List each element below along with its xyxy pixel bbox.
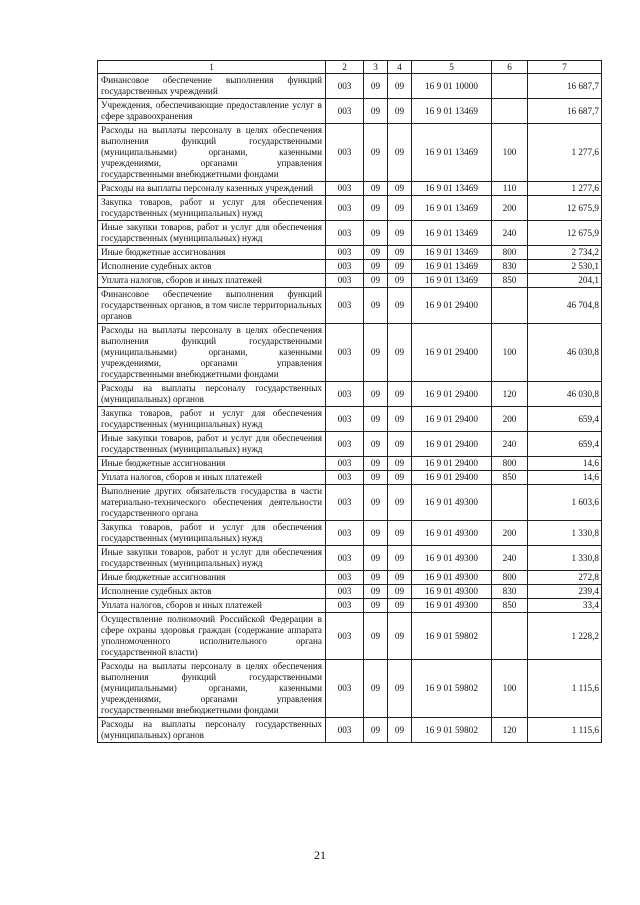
- table-row: [98, 457, 602, 471]
- cell-amount: 14,6: [528, 471, 602, 485]
- table-row: [98, 260, 602, 274]
- table-row: [98, 124, 602, 182]
- cell-target-article: 16 9 01 59802: [412, 718, 492, 743]
- cell-subsection: 09: [388, 407, 412, 432]
- cell-target-article: 16 9 01 13469: [412, 274, 492, 288]
- cell-target-article: 16 9 01 49300: [412, 571, 492, 585]
- cell-subsection: 09: [388, 718, 412, 743]
- cell-ministry-code: 003: [326, 324, 364, 382]
- cell-subsection: 09: [388, 74, 412, 99]
- cell-amount: 16 687,7: [528, 99, 602, 124]
- column-header: 1: [98, 61, 326, 74]
- cell-ministry-code: 003: [326, 599, 364, 613]
- cell-expense-type: 120: [492, 382, 528, 407]
- cell-expense-type: 120: [492, 718, 528, 743]
- cell-expense-type: 830: [492, 260, 528, 274]
- table-row: [98, 485, 602, 521]
- cell-expense-type: 200: [492, 407, 528, 432]
- table-row: [98, 274, 602, 288]
- cell-target-article: 16 9 01 49300: [412, 599, 492, 613]
- cell-expense-type: [492, 74, 528, 99]
- row-description: Иные бюджетные ассигнования: [98, 571, 326, 585]
- row-description: Осуществление полномочий Российской Федерации в сфере охраны здоровья граждан (содержание аппарата уполномоченного исполнительного органа государственной власти): [98, 613, 326, 660]
- row-description: Выполнение других обязательств государства в части материально-технического обеспечения деятельности государственного органа: [98, 485, 326, 521]
- cell-section: 09: [364, 718, 388, 743]
- cell-amount: 1 115,6: [528, 660, 602, 718]
- cell-section: 09: [364, 471, 388, 485]
- cell-section: 09: [364, 599, 388, 613]
- cell-target-article: 16 9 01 13469: [412, 182, 492, 196]
- row-description: Закупка товаров, работ и услуг для обеспечения государственных (муниципальных) нужд: [98, 407, 326, 432]
- budget-table-container: [97, 60, 602, 743]
- cell-subsection: 09: [388, 99, 412, 124]
- cell-section: 09: [364, 221, 388, 246]
- cell-ministry-code: 003: [326, 546, 364, 571]
- cell-section: 09: [364, 274, 388, 288]
- cell-subsection: 09: [388, 182, 412, 196]
- cell-section: 09: [364, 196, 388, 221]
- cell-section: 09: [364, 660, 388, 718]
- row-description: Иные закупки товаров, работ и услуг для обеспечения государственных (муниципальных) нужд: [98, 432, 326, 457]
- cell-amount: 1 603,6: [528, 485, 602, 521]
- cell-subsection: 09: [388, 124, 412, 182]
- row-description: Иные закупки товаров, работ и услуг для обеспечения государственных (муниципальных) нужд: [98, 546, 326, 571]
- cell-subsection: 09: [388, 613, 412, 660]
- cell-amount: 1 115,6: [528, 718, 602, 743]
- table-row: [98, 718, 602, 743]
- cell-section: 09: [364, 571, 388, 585]
- cell-ministry-code: 003: [326, 407, 364, 432]
- cell-target-article: 16 9 01 13469: [412, 196, 492, 221]
- cell-expense-type: 100: [492, 124, 528, 182]
- cell-expense-type: 100: [492, 660, 528, 718]
- cell-subsection: 09: [388, 571, 412, 585]
- cell-amount: 2 530,1: [528, 260, 602, 274]
- cell-target-article: 16 9 01 13469: [412, 124, 492, 182]
- cell-subsection: 09: [388, 274, 412, 288]
- row-description: Исполнение судебных актов: [98, 260, 326, 274]
- table-row: [98, 324, 602, 382]
- row-description: Расходы на выплаты персоналу в целях обеспечения выполнения функций государственными (муниципальными) органами, казенными учреждениями, органами управления государственными внебюджетными фондами: [98, 660, 326, 718]
- cell-expense-type: 100: [492, 324, 528, 382]
- cell-subsection: 09: [388, 260, 412, 274]
- cell-ministry-code: 003: [326, 221, 364, 246]
- cell-target-article: 16 9 01 13469: [412, 99, 492, 124]
- cell-ministry-code: 003: [326, 718, 364, 743]
- cell-subsection: 09: [388, 196, 412, 221]
- cell-subsection: 09: [388, 660, 412, 718]
- cell-amount: 1 228,2: [528, 613, 602, 660]
- row-description: Исполнение судебных актов: [98, 585, 326, 599]
- cell-amount: 46 030,8: [528, 382, 602, 407]
- cell-subsection: 09: [388, 546, 412, 571]
- row-description: Расходы на выплаты персоналу казенных учреждений: [98, 182, 326, 196]
- table-row: [98, 196, 602, 221]
- table-row: [98, 471, 602, 485]
- column-header: 4: [388, 61, 412, 74]
- cell-ministry-code: 003: [326, 485, 364, 521]
- cell-target-article: 16 9 01 29400: [412, 324, 492, 382]
- cell-target-article: 16 9 01 29400: [412, 382, 492, 407]
- table-row: [98, 382, 602, 407]
- cell-target-article: 16 9 01 49300: [412, 485, 492, 521]
- cell-expense-type: [492, 613, 528, 660]
- table-row: [98, 546, 602, 571]
- table-row: [98, 571, 602, 585]
- row-description: Уплата налогов, сборов и иных платежей: [98, 599, 326, 613]
- cell-expense-type: [492, 288, 528, 324]
- cell-subsection: 09: [388, 471, 412, 485]
- cell-section: 09: [364, 382, 388, 407]
- cell-amount: 16 687,7: [528, 74, 602, 99]
- table-row: [98, 74, 602, 99]
- cell-ministry-code: 003: [326, 99, 364, 124]
- table-row: [98, 613, 602, 660]
- cell-subsection: 09: [388, 485, 412, 521]
- row-description: Расходы на выплаты персоналу государственных (муниципальных) органов: [98, 382, 326, 407]
- cell-amount: 12 675,9: [528, 196, 602, 221]
- column-header: 6: [492, 61, 528, 74]
- cell-ministry-code: 003: [326, 432, 364, 457]
- column-header: 5: [412, 61, 492, 74]
- cell-expense-type: 240: [492, 546, 528, 571]
- cell-expense-type: 850: [492, 599, 528, 613]
- row-description: Иные бюджетные ассигнования: [98, 246, 326, 260]
- cell-target-article: 16 9 01 59802: [412, 660, 492, 718]
- column-header: 3: [364, 61, 388, 74]
- table-row: [98, 182, 602, 196]
- cell-amount: 204,1: [528, 274, 602, 288]
- cell-expense-type: [492, 485, 528, 521]
- table-row: [98, 432, 602, 457]
- cell-target-article: 16 9 01 13469: [412, 260, 492, 274]
- table-row: [98, 99, 602, 124]
- cell-ministry-code: 003: [326, 246, 364, 260]
- cell-ministry-code: 003: [326, 457, 364, 471]
- cell-expense-type: 850: [492, 274, 528, 288]
- cell-section: 09: [364, 288, 388, 324]
- cell-subsection: 09: [388, 288, 412, 324]
- cell-amount: 46 030,8: [528, 324, 602, 382]
- cell-section: 09: [364, 99, 388, 124]
- cell-section: 09: [364, 521, 388, 546]
- cell-amount: 33,4: [528, 599, 602, 613]
- cell-amount: 659,4: [528, 407, 602, 432]
- cell-subsection: 09: [388, 432, 412, 457]
- table-body: [98, 74, 602, 743]
- cell-subsection: 09: [388, 382, 412, 407]
- cell-ministry-code: 003: [326, 274, 364, 288]
- cell-expense-type: 240: [492, 432, 528, 457]
- cell-amount: 272,8: [528, 571, 602, 585]
- table-row: [98, 599, 602, 613]
- cell-subsection: 09: [388, 585, 412, 599]
- table-row: [98, 585, 602, 599]
- cell-amount: 1 330,8: [528, 546, 602, 571]
- table-row: [98, 407, 602, 432]
- cell-expense-type: 800: [492, 571, 528, 585]
- column-header: 7: [528, 61, 602, 74]
- row-description: Расходы на выплаты персоналу в целях обеспечения выполнения функций государственными (муниципальными) органами, казенными учреждениями, органами управления государственными внебюджетными фондами: [98, 124, 326, 182]
- table-row: [98, 660, 602, 718]
- cell-subsection: 09: [388, 521, 412, 546]
- cell-target-article: 16 9 01 13469: [412, 246, 492, 260]
- cell-target-article: 16 9 01 29400: [412, 288, 492, 324]
- cell-target-article: 16 9 01 49300: [412, 521, 492, 546]
- cell-amount: 1 330,8: [528, 521, 602, 546]
- row-description: Иные закупки товаров, работ и услуг для обеспечения государственных (муниципальных) нужд: [98, 221, 326, 246]
- cell-section: 09: [364, 432, 388, 457]
- cell-expense-type: 200: [492, 521, 528, 546]
- cell-target-article: 16 9 01 13469: [412, 221, 492, 246]
- cell-section: 09: [364, 546, 388, 571]
- cell-section: 09: [364, 124, 388, 182]
- cell-subsection: 09: [388, 599, 412, 613]
- cell-ministry-code: 003: [326, 660, 364, 718]
- row-description: Расходы на выплаты персоналу государственных (муниципальных) органов: [98, 718, 326, 743]
- cell-expense-type: 800: [492, 246, 528, 260]
- table-row: [98, 221, 602, 246]
- cell-amount: 239,4: [528, 585, 602, 599]
- cell-amount: 2 734,2: [528, 246, 602, 260]
- cell-amount: 14,6: [528, 457, 602, 471]
- cell-subsection: 09: [388, 324, 412, 382]
- cell-amount: 12 675,9: [528, 221, 602, 246]
- cell-target-article: 16 9 01 29400: [412, 407, 492, 432]
- cell-amount: 1 277,6: [528, 124, 602, 182]
- cell-ministry-code: 003: [326, 585, 364, 599]
- cell-amount: 1 277,6: [528, 182, 602, 196]
- cell-ministry-code: 003: [326, 521, 364, 546]
- cell-target-article: 16 9 01 29400: [412, 457, 492, 471]
- cell-ministry-code: 003: [326, 196, 364, 221]
- row-description: Уплата налогов, сборов и иных платежей: [98, 471, 326, 485]
- page-number: 21: [314, 848, 326, 862]
- cell-target-article: 16 9 01 49300: [412, 546, 492, 571]
- cell-expense-type: 850: [492, 471, 528, 485]
- row-description: Финансовое обеспечение выполнения функций государственных учреждений: [98, 74, 326, 99]
- cell-expense-type: 800: [492, 457, 528, 471]
- row-description: Учреждения, обеспечивающие предоставление услуг в сфере здравоохранения: [98, 99, 326, 124]
- row-description: Закупка товаров, работ и услуг для обеспечения государственных (муниципальных) нужд: [98, 521, 326, 546]
- cell-target-article: 16 9 01 29400: [412, 432, 492, 457]
- cell-section: 09: [364, 182, 388, 196]
- cell-subsection: 09: [388, 221, 412, 246]
- cell-expense-type: 200: [492, 196, 528, 221]
- table-row: [98, 246, 602, 260]
- cell-ministry-code: 003: [326, 182, 364, 196]
- row-description: Уплата налогов, сборов и иных платежей: [98, 274, 326, 288]
- cell-ministry-code: 003: [326, 288, 364, 324]
- cell-section: 09: [364, 613, 388, 660]
- column-header: 2: [326, 61, 364, 74]
- cell-target-article: 16 9 01 29400: [412, 471, 492, 485]
- cell-section: 09: [364, 74, 388, 99]
- cell-amount: 659,4: [528, 432, 602, 457]
- cell-ministry-code: 003: [326, 382, 364, 407]
- cell-section: 09: [364, 324, 388, 382]
- table-row: [98, 288, 602, 324]
- cell-expense-type: [492, 99, 528, 124]
- cell-section: 09: [364, 260, 388, 274]
- table-row: [98, 521, 602, 546]
- cell-ministry-code: 003: [326, 571, 364, 585]
- budget-table: [97, 60, 602, 743]
- cell-expense-type: 240: [492, 221, 528, 246]
- cell-target-article: 16 9 01 49300: [412, 585, 492, 599]
- row-description: Закупка товаров, работ и услуг для обеспечения государственных (муниципальных) нужд: [98, 196, 326, 221]
- cell-expense-type: 110: [492, 182, 528, 196]
- cell-section: 09: [364, 485, 388, 521]
- row-description: Иные бюджетные ассигнования: [98, 457, 326, 471]
- cell-section: 09: [364, 246, 388, 260]
- cell-ministry-code: 003: [326, 74, 364, 99]
- cell-subsection: 09: [388, 246, 412, 260]
- cell-ministry-code: 003: [326, 471, 364, 485]
- cell-amount: 46 704,8: [528, 288, 602, 324]
- cell-subsection: 09: [388, 457, 412, 471]
- cell-expense-type: 830: [492, 585, 528, 599]
- cell-section: 09: [364, 585, 388, 599]
- cell-target-article: 16 9 01 59802: [412, 613, 492, 660]
- cell-target-article: 16 9 01 10000: [412, 74, 492, 99]
- cell-ministry-code: 003: [326, 260, 364, 274]
- cell-section: 09: [364, 457, 388, 471]
- row-description: Финансовое обеспечение выполнения функций государственных органов, в том числе территориальных органов: [98, 288, 326, 324]
- cell-ministry-code: 003: [326, 613, 364, 660]
- row-description: Расходы на выплаты персоналу в целях обеспечения выполнения функций государственными (муниципальными) органами, казенными учреждениями, органами управления государственными внебюджетными фондами: [98, 324, 326, 382]
- cell-ministry-code: 003: [326, 124, 364, 182]
- cell-section: 09: [364, 407, 388, 432]
- table-header-row: [98, 61, 602, 74]
